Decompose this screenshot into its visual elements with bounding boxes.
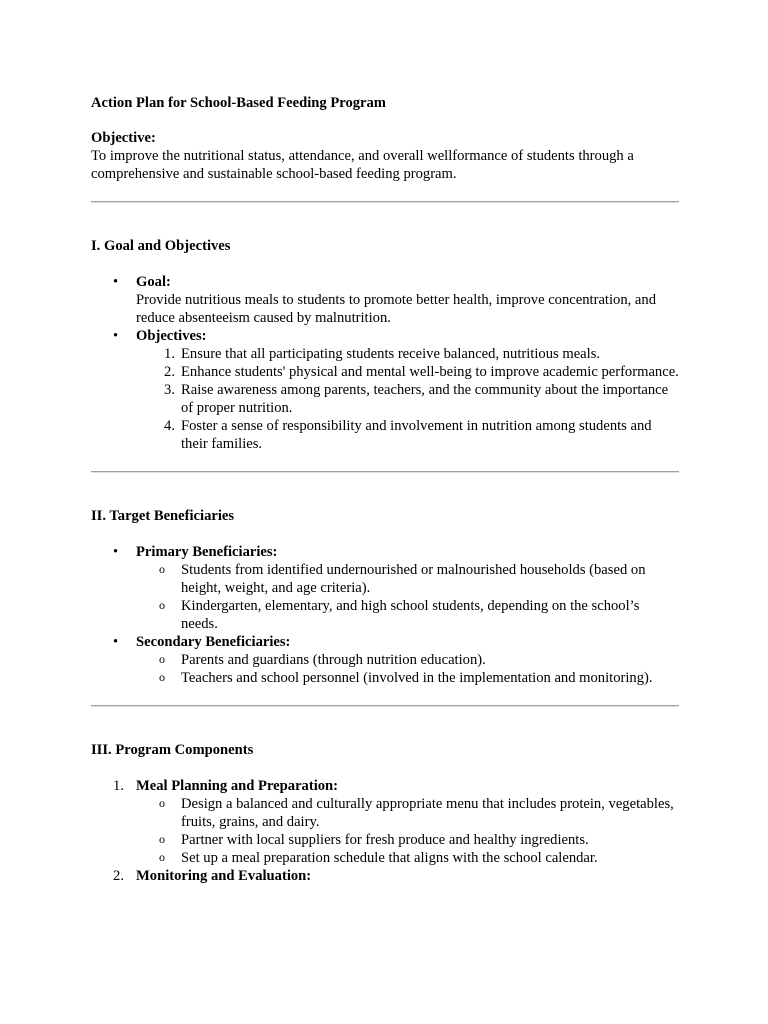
list-item [136, 795, 679, 831]
objective-text: To improve the nutritional status, attendance, and overall wellformance of students through a comprehensive and sustainable school-based feeding program. [91, 148, 634, 182]
beneficiary-item-text: Teachers and school personnel (involved in the implementation and monitoring). [181, 670, 653, 686]
beneficiary-item-text: Parents and guardians (through nutrition education). [181, 652, 486, 668]
objective-item-text: Raise awareness among parents, teachers, and the community about the importance of proper nutrition. [181, 382, 669, 416]
goals-bullet-list [91, 273, 679, 453]
primary-beneficiaries-list [136, 561, 679, 633]
list-item [136, 381, 679, 417]
section-divider [91, 471, 679, 473]
components-numbered-list [91, 777, 679, 885]
bullet-icon: • [113, 634, 119, 650]
list-number: 2. [113, 868, 124, 884]
list-number: 1. [113, 778, 124, 794]
list-item [91, 777, 679, 867]
primary-beneficiaries-label: Primary Beneficiaries: [136, 544, 278, 560]
document-title: Action Plan for School-Based Feeding Program [91, 95, 386, 111]
list-item [136, 417, 679, 453]
section-heading-beneficiaries: II. Target Beneficiaries [91, 508, 235, 524]
component-label: Meal Planning and Preparation: [136, 778, 339, 794]
circle-bullet-icon: o [159, 850, 165, 864]
bullet-icon: • [113, 328, 119, 344]
list-item [136, 669, 679, 687]
list-item [91, 867, 679, 885]
circle-bullet-icon: o [159, 562, 165, 576]
list-number: 3. [164, 382, 175, 398]
component-sub-list [136, 795, 679, 867]
component-item-text: Partner with local suppliers for fresh produce and healthy ingredients. [181, 832, 589, 848]
goal-label: Goal: [136, 274, 171, 290]
component-item-text: Design a balanced and culturally appropriate menu that includes protein, vegetables, fruits, grains, and dairy. [181, 796, 674, 830]
goal-text: Provide nutritious meals to students to promote better health, improve concentration, and reduce absenteeism caused by malnutrition. [136, 292, 656, 326]
objective-item-text: Enhance students' physical and mental well-being to improve academic performance. [181, 364, 679, 380]
list-number: 2. [164, 364, 175, 380]
circle-bullet-icon: o [159, 652, 165, 666]
list-item [136, 651, 679, 669]
bullet-icon: • [113, 544, 119, 560]
list-item [136, 363, 679, 381]
circle-bullet-icon: o [159, 670, 165, 684]
beneficiary-item-text: Students from identified undernourished or malnourished households (based on height, weight, and age criteria). [181, 562, 646, 596]
secondary-beneficiaries-list [136, 651, 679, 687]
list-item [136, 345, 679, 363]
objectives-numbered-list [136, 345, 679, 453]
document-content [91, 94, 679, 885]
list-item [91, 633, 679, 687]
section-heading-goals: I. Goal and Objectives [91, 238, 231, 254]
secondary-beneficiaries-label: Secondary Beneficiaries: [136, 634, 291, 650]
component-label: Monitoring and Evaluation: [136, 868, 312, 884]
component-item-text: Set up a meal preparation schedule that aligns with the school calendar. [181, 850, 598, 866]
section-divider [91, 201, 679, 203]
objective-label: Objective: [91, 130, 156, 146]
objective-item-text: Ensure that all participating students receive balanced, nutritious meals. [181, 346, 601, 362]
list-item [136, 561, 679, 597]
list-item [136, 597, 679, 633]
section-divider [91, 705, 679, 707]
list-number: 4. [164, 418, 175, 434]
section-heading-components: III. Program Components [91, 742, 254, 758]
circle-bullet-icon: o [159, 598, 165, 612]
list-item [91, 273, 679, 327]
circle-bullet-icon: o [159, 832, 165, 846]
list-item [91, 543, 679, 633]
beneficiaries-bullet-list [91, 543, 679, 687]
circle-bullet-icon: o [159, 796, 165, 810]
objective-item-text: Foster a sense of responsibility and involvement in nutrition among students and their families. [181, 418, 652, 452]
list-item [136, 849, 679, 867]
list-number: 1. [164, 346, 175, 362]
beneficiary-item-text: Kindergarten, elementary, and high school students, depending on the school’s needs. [181, 598, 640, 632]
list-item [91, 327, 679, 453]
list-item [136, 831, 679, 849]
bullet-icon: • [113, 274, 119, 290]
objectives-label: Objectives: [136, 328, 207, 344]
